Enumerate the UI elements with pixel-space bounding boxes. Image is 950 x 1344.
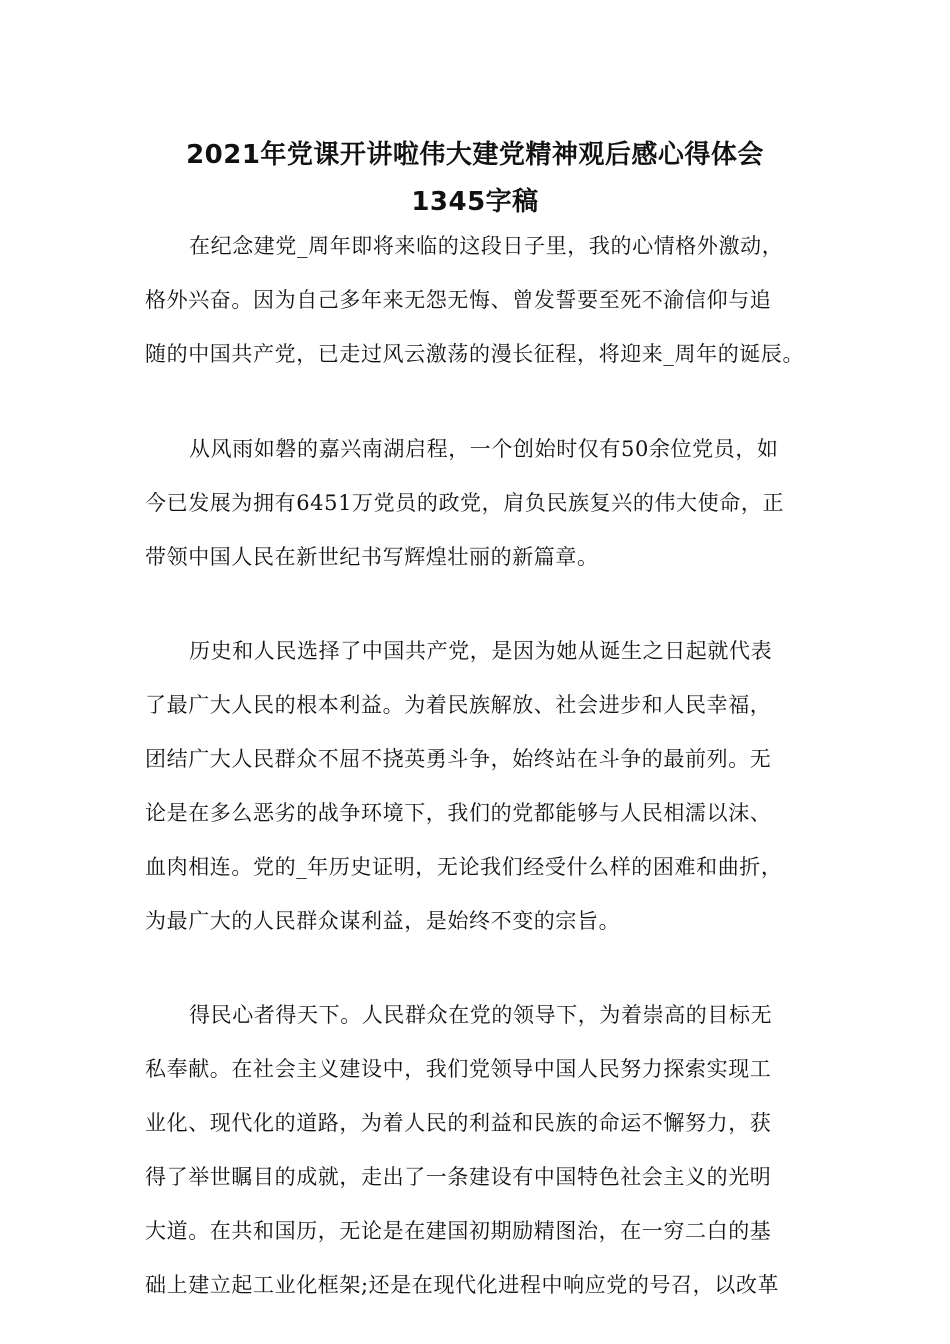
paragraph-3-line: 历史和人民选择了中国共产党，是因为她从诞生之日起就代表 (189, 639, 773, 663)
paragraph-4-line: 大道。在共和国历，无论是在建国初期励精图治，在一穷二白的基 (145, 1219, 772, 1243)
paragraph-4-line: 得了举世瞩目的成就，走出了一条建设有中国特色社会主义的光明 (145, 1165, 772, 1189)
paragraph-4-line: 础上建立起工业化框架;还是在现代化进程中响应党的号召，以改革 (145, 1273, 780, 1297)
paragraph-3-line: 了最广大人民的根本利益。为着民族解放、社会进步和人民幸福， (145, 693, 772, 717)
paragraph-1-line: 在纪念建党_周年即将来临的这段日子里，我的心情格外激动， (189, 234, 784, 258)
paragraph-2-line: 带领中国人民在新世纪书写辉煌壮丽的新篇章。 (145, 545, 599, 569)
paragraph-4-line: 得民心者得天下。人民群众在党的领导下，为着崇高的目标无 (189, 1003, 773, 1027)
paragraph-2-line: 今已发展为拥有6451万党员的政党，肩负民族复兴的伟大使命，正 (145, 491, 785, 515)
paragraph-2-line: 从风雨如磐的嘉兴南湖启程，一个创始时仅有50余位党员，如 (189, 437, 779, 461)
paragraph-1-line: 随的中国共产党，已走过风云激荡的漫长征程，将迎来_周年的诞辰。 (145, 342, 805, 366)
paragraph-3-line: 论是在多么恶劣的战争环境下，我们的党都能够与人民相濡以沫、 (145, 801, 772, 825)
paragraph-3-line: 血肉相连。党的_年历史证明，无论我们经受什么样的困难和曲折， (145, 855, 783, 879)
paragraph-4-line: 业化、现代化的道路，为着人民的利益和民族的命运不懈努力，获 (145, 1111, 772, 1135)
document-title-line-2: 1345字稿 (411, 187, 539, 217)
paragraph-3-line: 团结广大人民群众不屈不挠英勇斗争，始终站在斗争的最前列。无 (145, 747, 772, 771)
paragraph-3-line: 为最广大的人民群众谋利益，是始终不变的宗旨。 (145, 909, 621, 933)
document-title-line-1: 2021年党课开讲啦伟大建党精神观后感心得体会 (186, 140, 764, 170)
paragraph-4-line: 私奉献。在社会主义建设中，我们党领导中国人民努力探索实现工 (145, 1057, 772, 1081)
paragraph-1-line: 格外兴奋。因为自己多年来无怨无悔、曾发誓要至死不渝信仰与追 (145, 288, 772, 312)
